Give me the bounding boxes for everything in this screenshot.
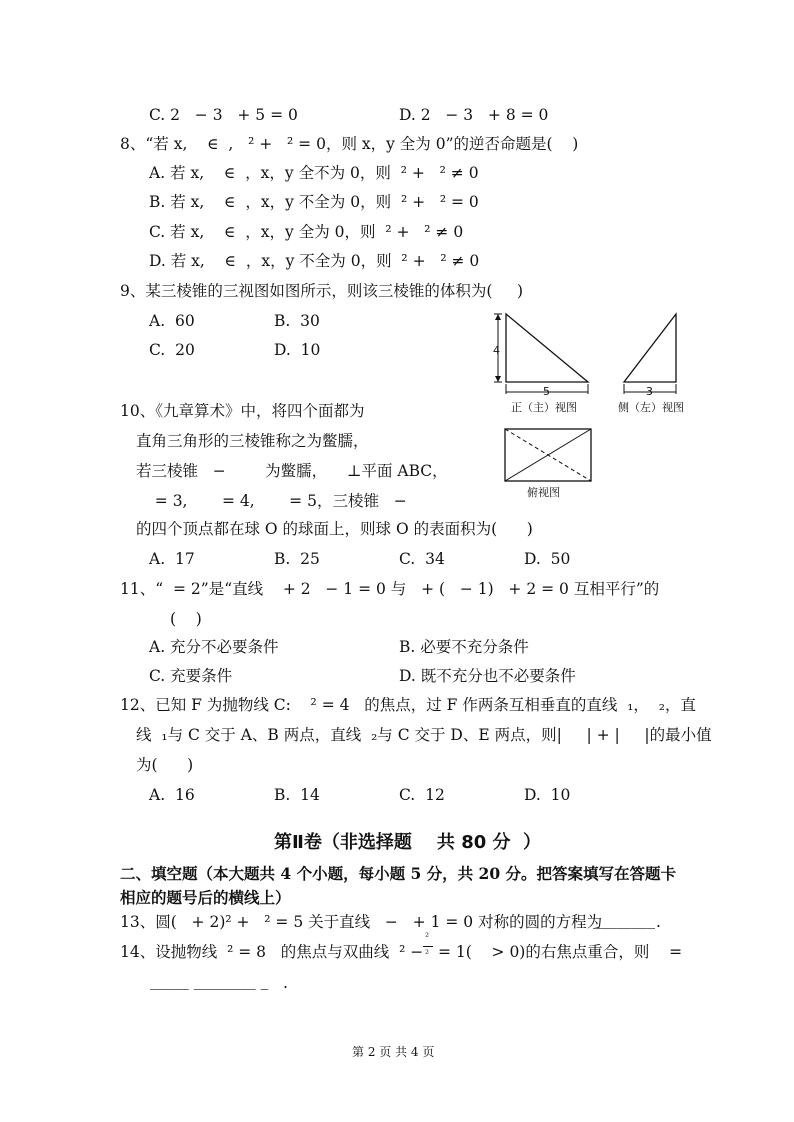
front-height-label: 4: [493, 344, 500, 357]
q12-line-3: 为( ): [136, 756, 194, 774]
q13-period: .: [656, 913, 661, 931]
q10-line-2: 直角三角形的三棱锥称之为鳖臑，: [136, 432, 369, 450]
q9-option-b: B. 30: [274, 312, 320, 330]
q12-option-c: C. 12: [399, 786, 445, 804]
front-view-label: 正（主）视图: [511, 401, 577, 414]
q8-option-a: A. 若 x, ∈ ，x，y 全不为 0，则 ² + ² ≠ 0: [149, 164, 479, 182]
q7-option-c: C. 2 − 3 + 5 = 0: [149, 106, 298, 124]
q12-option-b: B. 14: [274, 786, 320, 804]
q11-option-b: B. 必要不充分条件: [399, 638, 529, 656]
side-view-label: 侧（左）视图: [618, 401, 684, 414]
q14-period: .: [283, 974, 288, 992]
q14-fraction-denominator: ²: [425, 949, 430, 960]
q14-text-b: = 1( > 0)的右焦点重合，则 =: [438, 943, 683, 961]
q14-text-a: 14、设抛物线 ² = 8 的焦点与双曲线 ² −: [120, 943, 424, 961]
top-view-label: 俯视图: [527, 486, 560, 499]
q9-option-d: D. 10: [274, 341, 321, 359]
q12-line-2: 线 ₁与 C 交于 A、B 两点，直线 ₂与 C 交于 D、E 两点，则| | + | |的最小值: [136, 726, 712, 744]
q7-option-d: D. 2 − 3 + 8 = 0: [399, 106, 549, 124]
q14-fraction-numerator: ²: [425, 932, 430, 943]
q12-option-d: D. 10: [524, 786, 571, 804]
part2-instructions-2: 相应的题号后的横线上）: [120, 888, 291, 907]
q10-line-1: 10、《九章算术》中，将四个面都为: [120, 402, 365, 420]
q8-option-c: C. 若 x, ∈ ，x，y 全为 0，则 ² + ² ≠ 0: [149, 223, 464, 241]
q8-stem: 8、“若 x, ∈ , ² + ² = 0，则 x，y 全为 0”的逆否命题是( ): [120, 135, 579, 153]
q10-option-b: B. 25: [274, 550, 320, 568]
q11-option-d: D. 既不充分也不必要条件: [399, 667, 576, 685]
q12-line-1: 12、已知 F 为抛物线 C: ² = 4 的焦点，过 F 作两条互相垂直的直线 ₁， ₂，直: [120, 696, 696, 714]
q10-option-a: A. 17: [149, 550, 195, 568]
q10-line-4: = 3, = 4, = 5，三棱锥 −: [140, 492, 407, 510]
top-view-figure: [504, 428, 594, 484]
q8-option-b: B. 若 x, ∈ ，x，y 不全为 0，则 ² + ² = 0: [149, 193, 479, 211]
q9-stem: 9、某三棱锥的三视图如图所示，则该三棱锥的体积为( ): [120, 282, 524, 300]
q10-line-5: 的四个顶点都在球 O 的球面上，则球 O 的表面积为( ): [136, 520, 533, 538]
q9-option-c: C. 20: [149, 341, 195, 359]
q14-fraction-bar: [423, 946, 433, 947]
part2-instructions-1: 二、填空题（本大题共 4 个小题，每小题 5 分，共 20 分。把答案填写在答题卡: [120, 864, 677, 883]
q11-option-c: C. 充要条件: [149, 667, 233, 685]
front-width-label: 5: [543, 385, 550, 398]
q11-paren: ( ): [170, 610, 202, 628]
q14-answer-blank[interactable]: _____ ________ _: [150, 972, 269, 990]
part2-title: 第Ⅱ卷（非选择题 共 80 分 ）: [274, 832, 542, 853]
q11-option-a: A. 充分不必要条件: [149, 638, 279, 656]
page-footer: 第 2 页 共 4 页: [352, 1045, 435, 1059]
q13-answer-blank[interactable]: ________: [593, 911, 655, 929]
q8-option-d: D. 若 x, ∈ ，x，y 不全为 0，则 ² + ² ≠ 0: [149, 252, 480, 270]
q9-option-a: A. 60: [149, 312, 195, 330]
q10-line-3: 若三棱锥 − 为鳖臑， ⊥平面 ABC，: [136, 462, 448, 480]
q11-stem: 11、“ = 2”是“直线 + 2 − 1 = 0 与 + ( − 1) + 2 = 0 互相平行”的: [120, 580, 660, 598]
q10-option-d: D. 50: [524, 550, 571, 568]
q12-option-a: A. 16: [149, 786, 195, 804]
q10-option-c: C. 34: [399, 550, 445, 568]
side-width-label: 3: [646, 385, 653, 398]
side-view-figure: [618, 310, 688, 400]
q13-text: 13、圆( + 2)² + ² = 5 关于直线 − + 1 = 0 对称的圆的方程为: [120, 913, 603, 931]
